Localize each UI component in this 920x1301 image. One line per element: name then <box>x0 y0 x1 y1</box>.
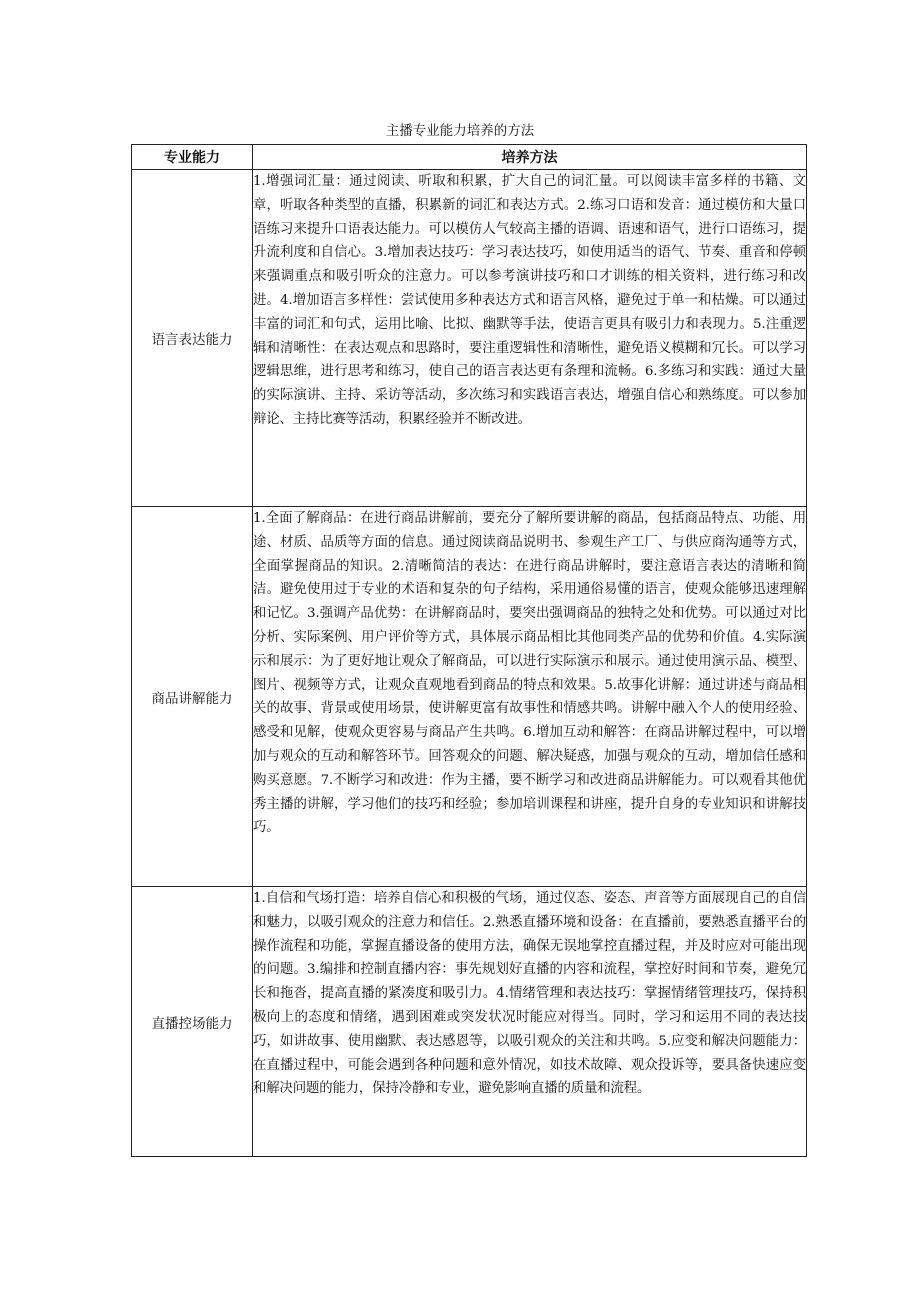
ability-cell-product: 商品讲解能力 <box>132 507 253 887</box>
ability-cell-control: 直播控场能力 <box>132 887 253 1157</box>
method-cell-language: 1.增强词汇量：通过阅读、听取和积累，扩大自己的词汇量。可以阅读丰富多样的书籍、文章，听取各种类型的直播，积累新的词汇和表达方式。2.练习口语和发音：通过模仿和大量口语练习来提升口语表达能力。可以模仿人气较高主播的语调、语速和语气，进行口语练习，提升流利度和自信心。3.增加表达技巧：学习表达技巧，如使用适当的语气、节奏、重音和停顿来强调重点和吸引听众的注意力。可以参考演讲技巧和口才训练的相关资料，进行练习和改进。4.增加语言多样性：尝试使用多种表达方式和语言风格，避免过于单一和枯燥。可以通过丰富的词汇和句式，运用比喻、比拟、幽默等手法，使语言更具有吸引力和表现力。5.注重逻辑和清晰性：在表达观点和思路时，要注重逻辑性和清晰性，避免语义模糊和冗长。可以学习逻辑思维，进行思考和练习，使自己的语言表达更有条理和流畅。6.多练习和实践：通过大量的实际演讲、主持、采访等活动，多次练习和实践语言表达，增强自信心和熟练度。可以参加辩论、主持比赛等活动，积累经验并不断改进。 <box>253 170 807 507</box>
document-title: 主播专业能力培养的方法 <box>385 123 535 139</box>
ability-cell-language: 语言表达能力 <box>132 170 253 507</box>
table-row <box>132 887 807 1157</box>
table-row <box>132 170 807 507</box>
table-row <box>132 507 807 887</box>
header-ability: 专业能力 <box>132 145 253 170</box>
table-header-row <box>132 145 807 170</box>
method-cell-control: 1.自信和气场打造：培养自信心和积极的气场，通过仪态、姿态、声音等方面展现自己的自信和魅力，以吸引观众的注意力和信任。2.熟悉直播环境和设备：在直播前，要熟悉直播平台的操作流程和功能，掌握直播设备的使用方法，确保无误地掌控直播过程，并及时应对可能出现的问题。3.编排和控制直播内容：事先规划好直播的内容和流程，掌控好时间和节奏，避免冗长和拖沓，提高直播的紧凑度和吸引力。4.情绪管理和表达技巧：掌握情绪管理技巧，保持积极向上的态度和情绪，遇到困难或突发状况时能应对得当。同时，学习和运用不同的表达技巧，如讲故事、使用幽默、表达感恩等，以吸引观众的关注和共鸣。5.应变和解决问题能力：在直播过程中，可能会遇到各种问题和意外情况，如技术故障、观众投诉等，要具备快速应变和解决问题的能力，保持冷静和专业，避免影响直播的质量和流程。 <box>253 887 807 1157</box>
header-method: 培养方法 <box>253 145 807 170</box>
ability-method-table <box>131 144 807 1157</box>
method-cell-product: 1.全面了解商品：在进行商品讲解前，要充分了解所要讲解的商品，包括商品特点、功能、用途、材质、品质等方面的信息。通过阅读商品说明书、参观生产工厂、与供应商沟通等方式，全面掌握商品的知识。2.清晰简洁的表达：在进行商品讲解时，要注意语言表达的清晰和简洁。避免使用过于专业的术语和复杂的句子结构，采用通俗易懂的语言，使观众能够迅速理解和记忆。3.强调产品优势：在讲解商品时，要突出强调商品的独特之处和优势。可以通过对比分析、实际案例、用户评价等方式，具体展示商品相比其他同类产品的优势和价值。4.实际演示和展示：为了更好地让观众了解商品，可以进行实际演示和展示。通过使用演示品、模型、图片、视频等方式，让观众直观地看到商品的特点和效果。5.故事化讲解：通过讲述与商品相关的故事、背景或使用场景，使讲解更富有故事性和情感共鸣。讲解中融入个人的使用经验、感受和见解，使观众更容易与商品产生共鸣。6.增加互动和解答：在商品讲解过程中，可以增加与观众的互动和解答环节。回答观众的问题、解决疑惑，加强与观众的互动，增加信任感和购买意愿。7.不断学习和改进：作为主播，要不断学习和改进商品讲解能力。可以观看其他优秀主播的讲解，学习他们的技巧和经验；参加培训课程和讲座，提升自身的专业知识和讲解技巧。 <box>253 507 807 887</box>
